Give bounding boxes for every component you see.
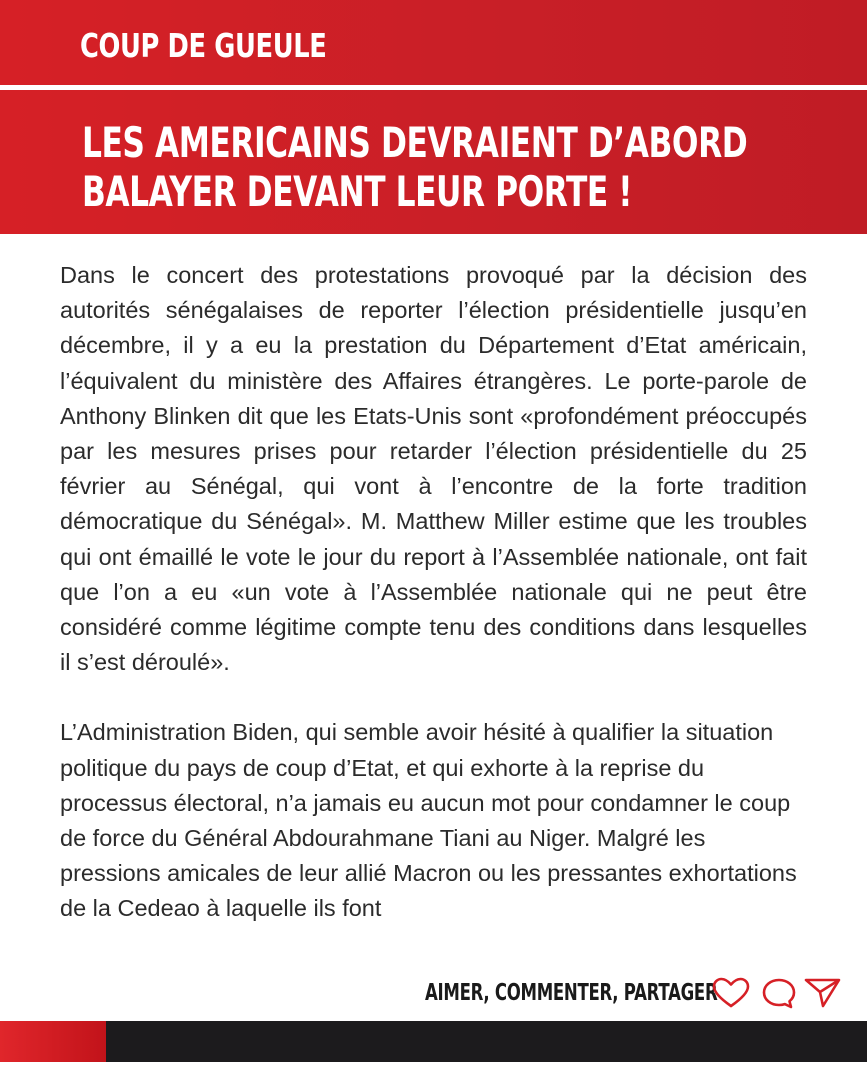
header-divider	[0, 85, 867, 90]
comment-icon[interactable]	[760, 977, 798, 1009]
article-body	[60, 258, 807, 927]
heart-icon[interactable]	[712, 977, 750, 1009]
headline: LES AMERICAINS DEVRAIENT D’ABORD BALAYER DEVANT LEUR PORTE !	[82, 118, 748, 216]
footer-accent	[0, 1021, 106, 1062]
article-paragraph-1: Dans le concert des protestations provoqué par la décision des autorités sénégalaises de reporter l’élection présidentielle jusqu’en décembre, il y a eu la prestation du Département d’Etat américain, l’équivalent du ministère des Affaires étrangères. Le porte-parole de Anthony Blinken dit que les Etats-Unis sont «profondément préoccupés par les mesures prises pour retarder l’élection présidentielle du 25 février au Sénégal, qui vont à l’encontre de la forte tradition démocratique du Sénégal». M. Matthew Miller estime que les troubles qui ont émaillé le vote le jour du report à l’Assemblée nationale, ont fait que l’on a eu «un vote à l’Assemblée nationale qui ne peut être considéré comme légitime compte tenu des conditions dans lesquelles il s’est déroulé».	[60, 262, 807, 676]
share-label: AIMER, COMMENTER, PARTAGER	[425, 980, 718, 1006]
send-icon[interactable]	[804, 977, 842, 1009]
footer-bar	[0, 1021, 867, 1062]
article-paragraph-2: L’Administration Biden, qui semble avoir hésité à qualifier la situation politique du pays de coup d’Etat, et qui exhorte à la reprise du processus électoral, n’a jamais eu aucun mot pour condamner le coup de force du Général Abdourahmane Tiani au Niger. Malgré les pressions amicales de leur allié Macron ou les pressantes exhortations de la Cedeao à laquelle ils font	[60, 719, 797, 922]
header-banner	[0, 0, 867, 234]
section-kicker: COUP DE GUEULE	[80, 26, 327, 65]
share-bar	[425, 977, 718, 1009]
